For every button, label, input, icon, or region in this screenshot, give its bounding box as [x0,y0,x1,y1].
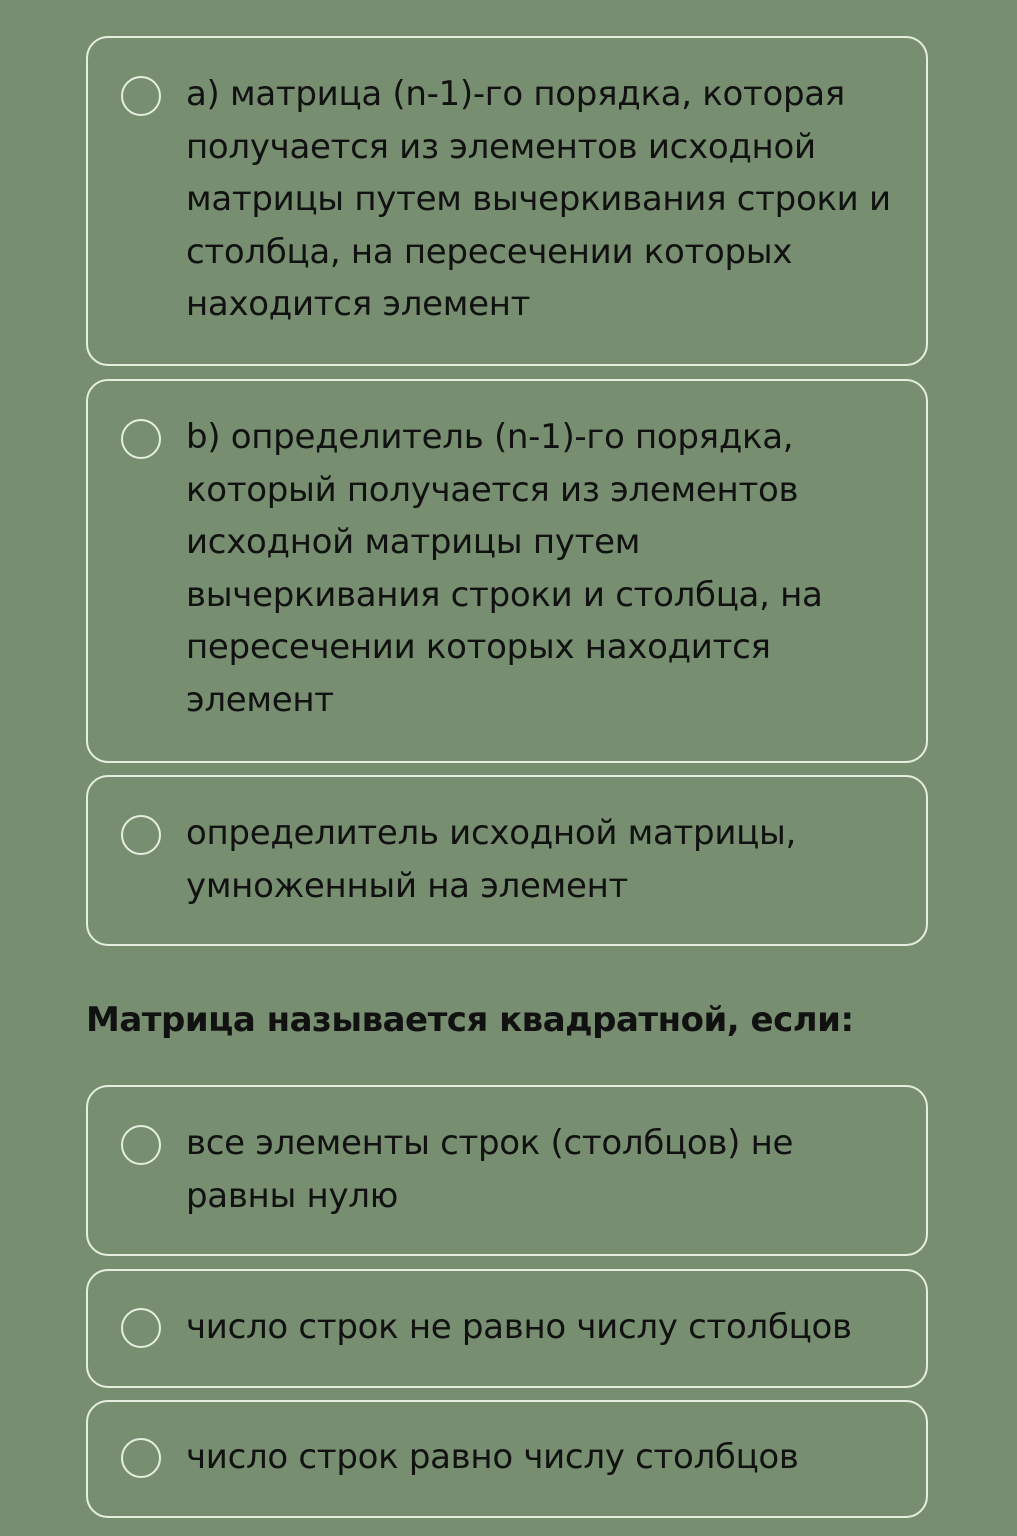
radio-button-icon[interactable] [121,1125,161,1165]
option-label: a) матрица (n-1)-го порядка, которая получается из элементов исходной матрицы путем вычеркивания строки и столбца, на пересечении которых находится элемент [186,74,891,324]
option-label: определитель исходной матрицы, умноженный на элемент [186,813,797,906]
answer-option-not-equal[interactable] [86,1269,928,1388]
radio-button-icon[interactable] [121,815,161,855]
answer-option-a[interactable] [86,36,928,366]
answer-option-nonzero[interactable] [86,1085,928,1256]
option-label: число строк не равно числу столбцов [186,1307,852,1347]
option-label: все элементы строк (столбцов) не равны нулю [186,1123,794,1216]
option-label: число строк равно числу столбцов [186,1437,799,1477]
radio-button-icon[interactable] [121,76,161,116]
question-title: Матрица называется квадратной, если: [86,1000,854,1040]
option-label: b) определитель (n-1)-го порядка, который получается из элементов исходной матрицы путем вычеркивания строки и столбца, на пересечении которых находится элемент [186,417,823,720]
answer-option-b[interactable] [86,379,928,763]
radio-button-icon[interactable] [121,419,161,459]
answer-option-equal[interactable] [86,1400,928,1518]
radio-button-icon[interactable] [121,1438,161,1478]
answer-option-c[interactable] [86,775,928,946]
radio-button-icon[interactable] [121,1308,161,1348]
